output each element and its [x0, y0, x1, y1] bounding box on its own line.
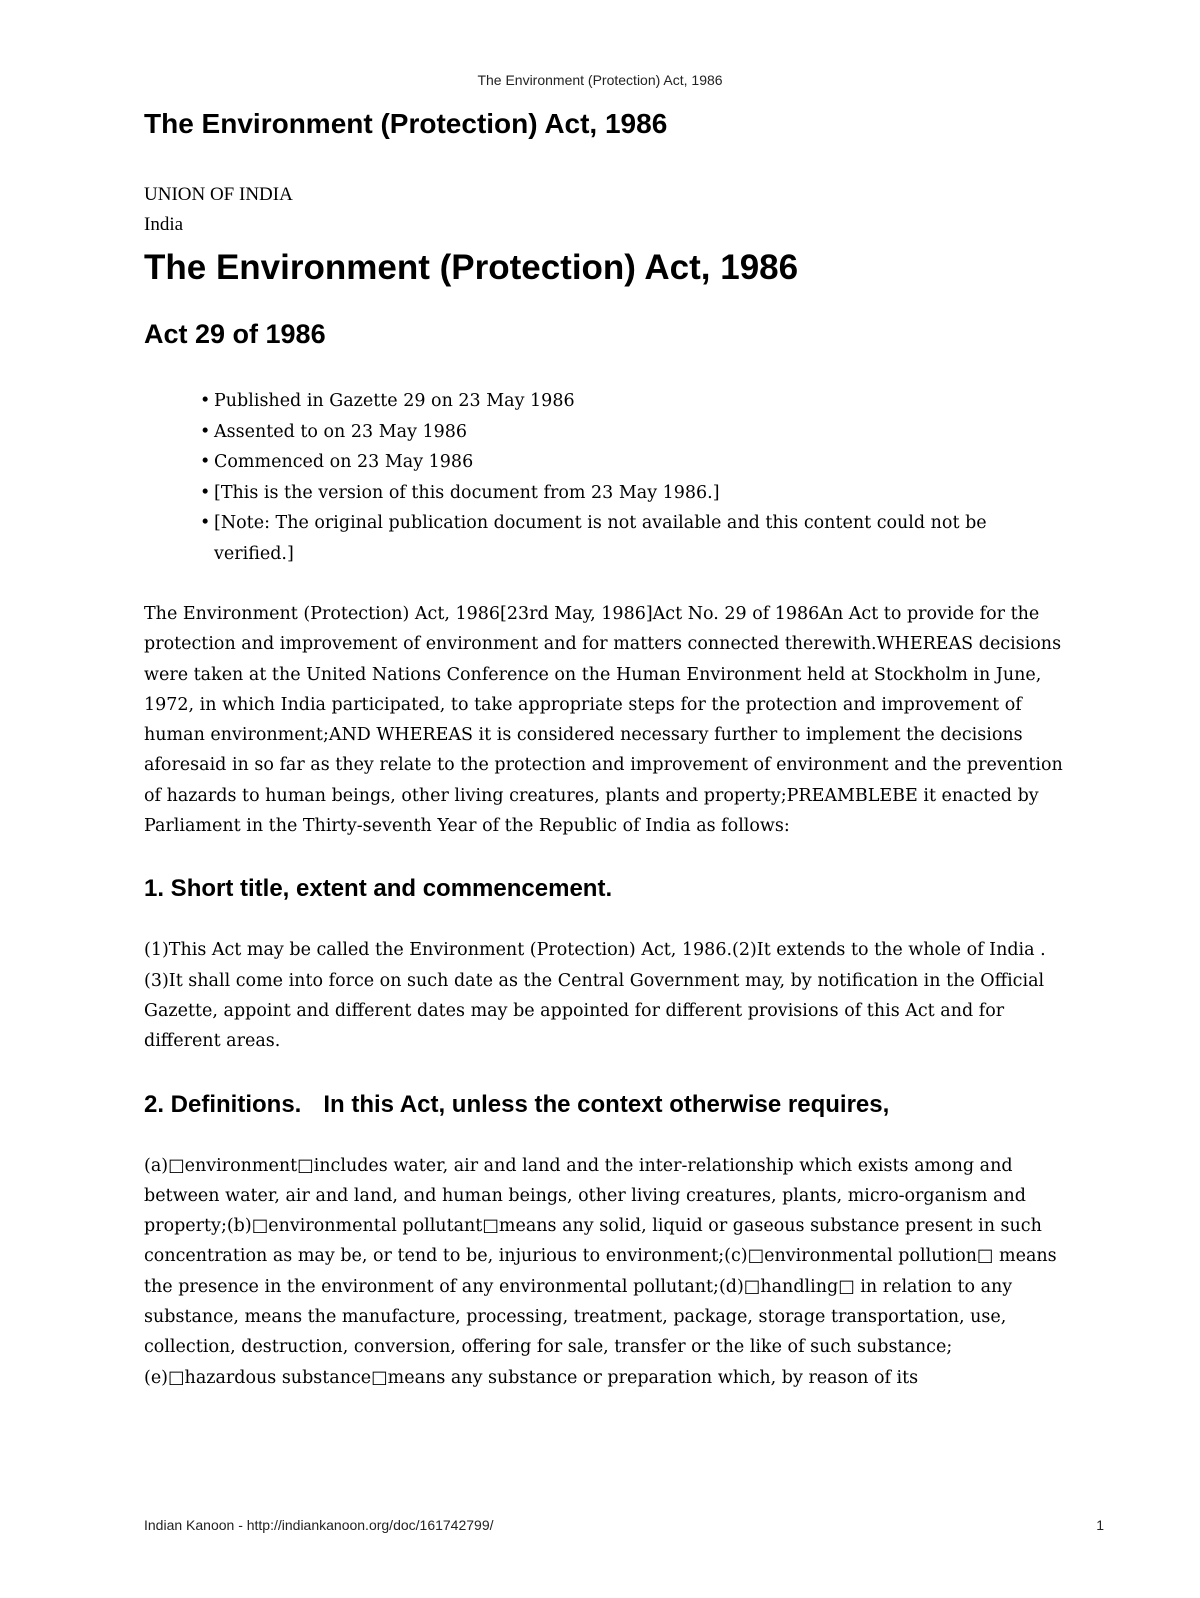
page-number: 1	[1096, 1517, 1104, 1533]
section-heading-intro: In this Act, unless the context otherwise requires,	[323, 1090, 890, 1118]
list-item	[200, 447, 1064, 478]
bullet-icon: •	[200, 421, 211, 442]
list-item	[200, 478, 1064, 509]
bullet-icon: •	[200, 391, 211, 411]
metadata-commenced: Commenced on 23 May 1986	[214, 452, 474, 472]
act-number: Act 29 of 1986	[144, 319, 326, 349]
list-item	[200, 508, 1064, 569]
section-heading-text: 1. Short title, extent and commencement.	[144, 875, 613, 903]
section-1-heading	[144, 873, 1064, 905]
list-item	[200, 417, 1064, 448]
section-2-heading	[144, 1089, 1064, 1121]
bullet-icon: •	[200, 452, 211, 472]
metadata-version: [This is the version of this document from 23 May 1986.]	[214, 482, 720, 503]
page-title: The Environment (Protection) Act, 1986	[144, 248, 799, 287]
document-body	[144, 104, 1064, 1393]
page-footer	[144, 1517, 1104, 1533]
metadata-note: [Note: The original publication document is not available and this content could not be verified.]	[214, 513, 987, 564]
bullet-icon: •	[200, 482, 211, 503]
bullet-icon: •	[200, 513, 211, 533]
metadata-assented: Assented to on 23 May 1986	[214, 421, 468, 442]
running-header: The Environment (Protection) Act, 1986	[477, 72, 723, 88]
country: India	[144, 214, 184, 235]
metadata-list	[144, 386, 1064, 569]
document-top-title: The Environment (Protection) Act, 1986	[144, 108, 668, 139]
section-1-body: (1)This Act may be called the Environment (Protection) Act, 1986.(2)It extends to the whole of India .(3)It shall come into force on such date as the Central Government may, by notification in the Official Gazette, appoint and different dates may be appointed for different provisions of this Act and for different areas.	[144, 940, 1046, 1052]
source-link[interactable]: Indian Kanoon - http://indiankanoon.org/doc/161742799/	[144, 1517, 494, 1533]
jurisdiction: UNION OF INDIA	[144, 184, 293, 205]
section-heading-text: 2. Definitions.	[144, 1090, 302, 1118]
list-item	[200, 386, 1064, 417]
section-2-body: (a)□environment□includes water, air and land and the inter-relationship which exists among and between water, air and land, and human beings, other living creatures, plants, micro-organism and property;(b)□environmental pollutant□means any solid, liquid or gaseous substance present in such concentration as may be, or tend to be, injurious to environment;(c)□environmental pollution□ means the presence in the environment of any environmental pollutant;(d)□handling□ in relation to any substance, means the manufacture, processing, treatment, package, storage transportation, use, collection, destruction, conversion, offering for sale, transfer or the like of such substance;(e)□hazardous substance□means any substance or preparation which, by reason of its	[144, 1155, 1057, 1388]
metadata-published: Published in Gazette 29 on 23 May 1986	[214, 391, 575, 411]
preamble-paragraph: The Environment (Protection) Act, 1986[23rd May, 1986]Act No. 29 of 1986An Act to provide for the protection and improvement of environment and for matters connected therewith.WHEREAS decisions were taken at the United Nations Conference on the Human Environment held at Stockholm in June, 1972, in which India participated, to take appropriate steps for the protection and improvement of human environment;AND WHEREAS it is considered necessary further to implement the decisions aforesaid in so far as they relate to the protection and improvement of environment and the prevention of hazards to human beings, other living creatures, plants and property;PREAMBLEBE it enacted by Parliament in the Thirty-seventh Year of the Republic of India as follows:	[144, 604, 1063, 837]
